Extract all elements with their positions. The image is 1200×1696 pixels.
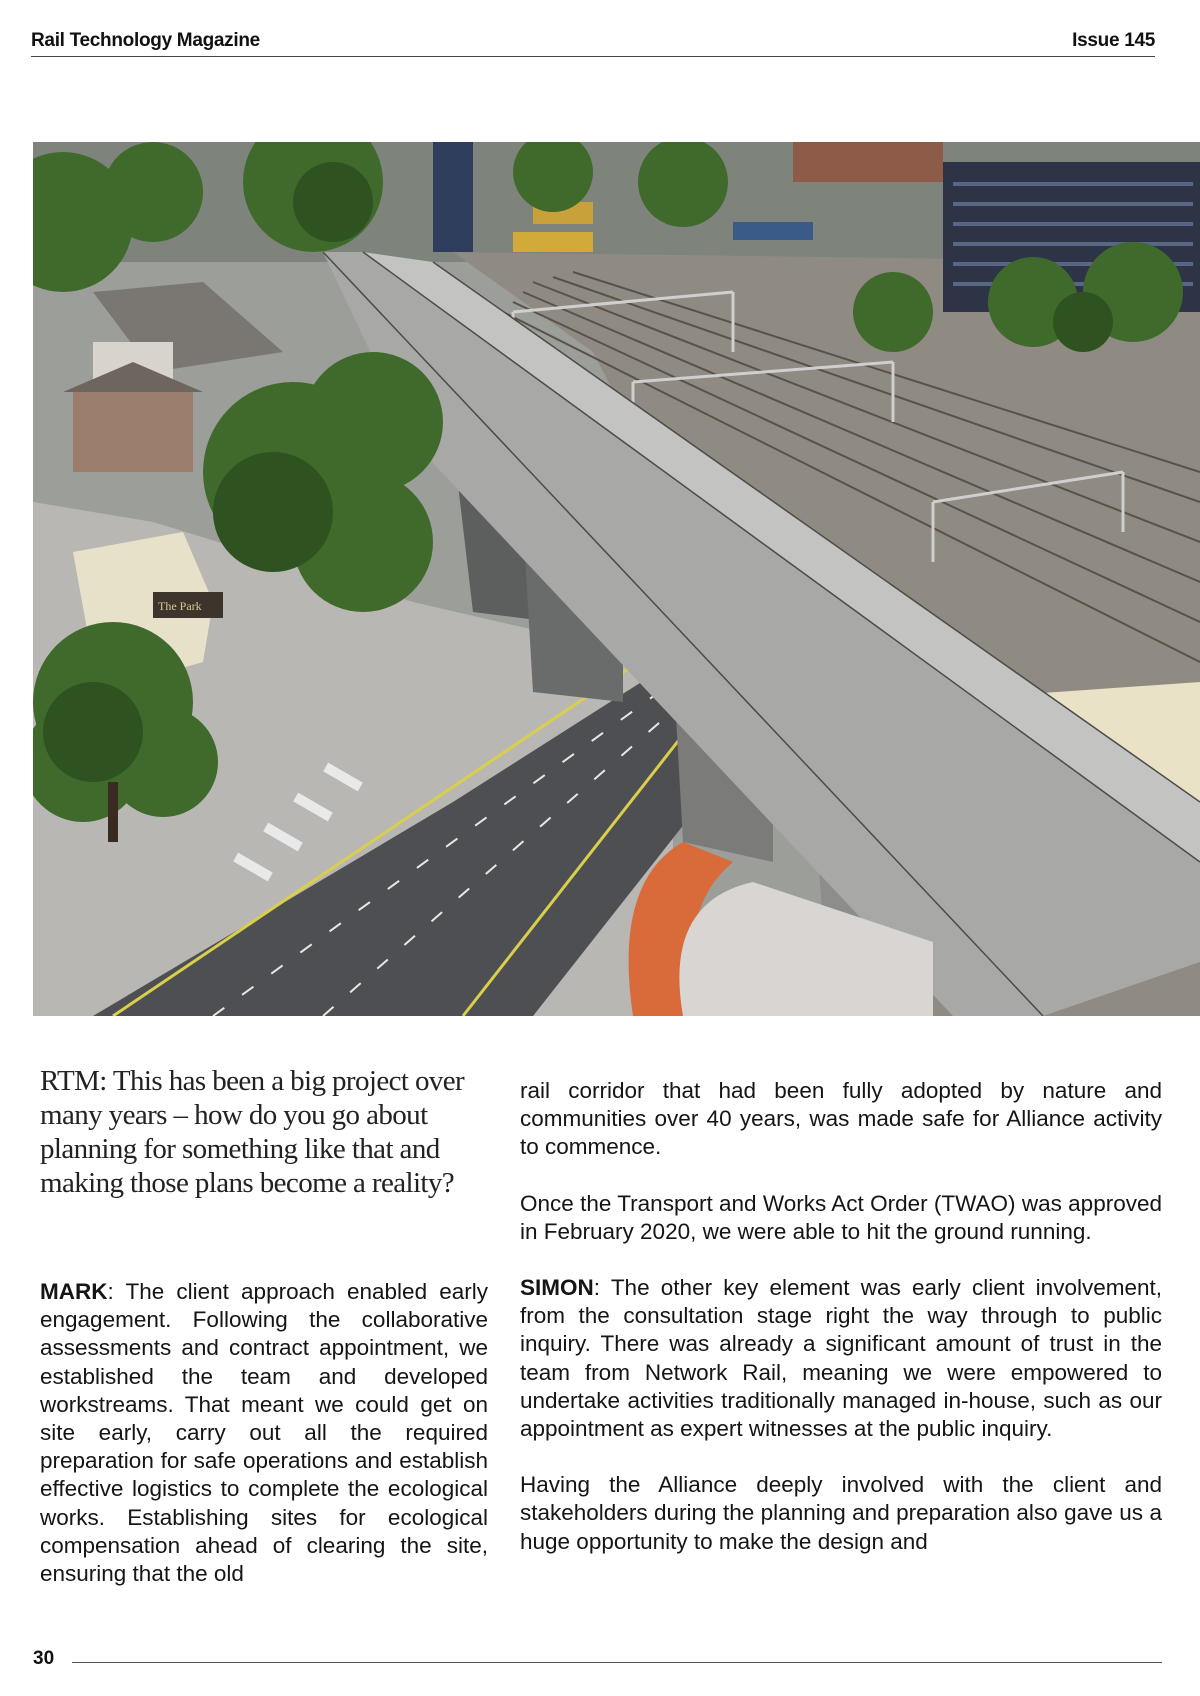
issue-number: Issue 145 <box>1072 30 1155 51</box>
bridge-rendering-image <box>33 142 1200 1016</box>
speaker-mark: MARK <box>40 1279 108 1304</box>
right-column <box>520 1077 1162 1556</box>
hero-sign-text: The Park <box>158 599 202 613</box>
left-column <box>40 1064 488 1588</box>
page-number: 30 <box>33 1648 55 1669</box>
speaker-simon: SIMON <box>520 1275 594 1301</box>
page-header <box>31 28 1155 57</box>
paragraph-twao: Once the Transport and Works Act Order (TWAO) was approved in February 2020, we were able to hit the ground running. <box>520 1190 1162 1244</box>
mark-answer <box>40 1278 488 1588</box>
interview-question: RTM: This has been a big project over many years – how do you go about planning for something like that and making those plans become a reality? <box>40 1065 465 1199</box>
paragraph-alliance: Having the Alliance deeply involved with the client and stakeholders during the planning and preparation also gave us a huge opportunity to make the design and <box>520 1472 1162 1554</box>
footer-divider <box>72 1662 1162 1663</box>
simon-answer-text: : The other key element was early client involvement, from the consultation stage right the way through to public inquiry. There was already a significant amount of trust in the team from Network Rail, meaning we were empowered to undertake activities traditionally managed in-house, such as our appointment as expert witnesses at the public inquiry. <box>520 1275 1162 1442</box>
mark-answer-text: : The client approach enabled early engagement. Following the collaborative assessments and contract appointment, we established the team and developed workstreams. That meant we could get on site early, carry out all the required preparation for safe operations and establish effective logistics to complete the ecological works. Establishing sites for ecological compensation ahead of clearing the site, ensuring that the old <box>40 1279 488 1587</box>
magazine-title: Rail Technology Magazine <box>31 30 260 51</box>
simon-answer <box>520 1274 1162 1443</box>
paragraph-rail-corridor: rail corridor that had been fully adopted by nature and communities over 40 years, was made safe for Alliance activity to commence. <box>520 1078 1162 1160</box>
